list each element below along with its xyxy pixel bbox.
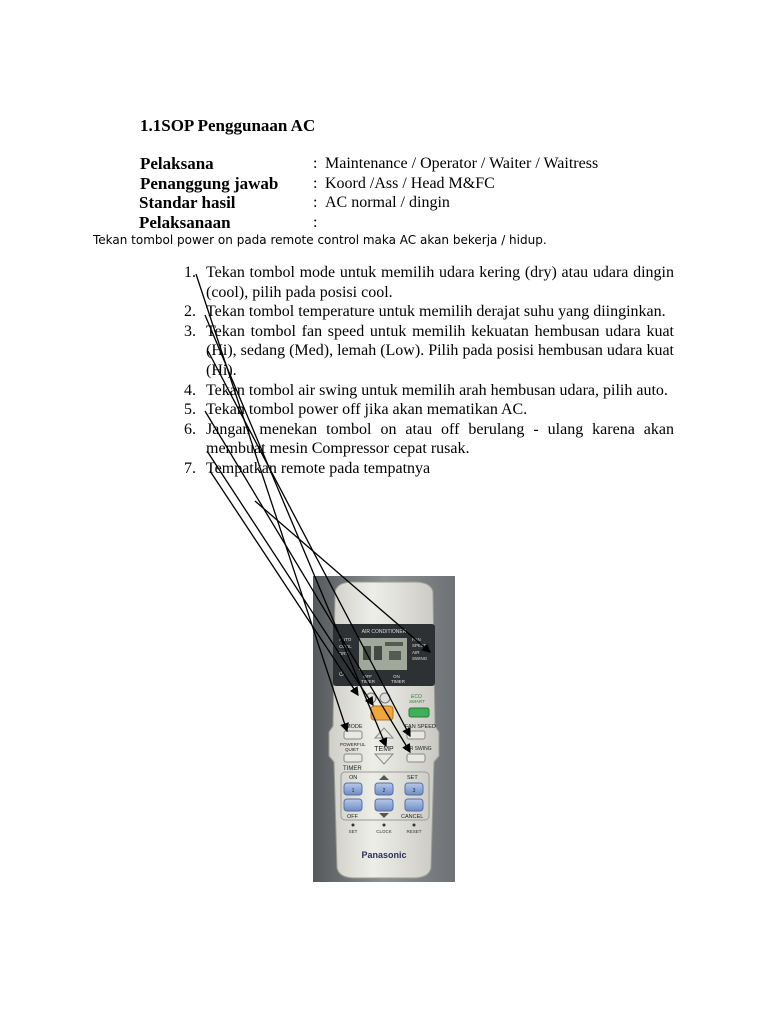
page-title: 1.1SOP Penggunaan AC — [140, 116, 316, 135]
steps-list — [184, 263, 674, 479]
intro-text: Tekan tombol power on pada remote control maka AC akan bekerja / hidup. — [93, 233, 547, 247]
field-colon: : — [313, 155, 318, 172]
timer-down-button[interactable] — [375, 799, 393, 811]
eco-smart-button[interactable] — [409, 708, 429, 717]
powerful-label: POWERFUL — [340, 742, 366, 747]
clock-label: CLOCK — [376, 829, 392, 834]
display-title: AIR CONDITIONER — [361, 629, 407, 635]
list-item — [184, 263, 674, 302]
powerful-quiet-button[interactable] — [344, 754, 362, 762]
field-colon: : — [313, 214, 318, 231]
power-on-button[interactable] — [380, 693, 390, 703]
list-number: 4. — [184, 381, 196, 399]
display-on: ON — [393, 674, 400, 679]
list-text: Tekan tombol power off jika akan mematikan AC. — [206, 401, 528, 419]
list-text: Tekan tombol fan speed untuk memilih kekuatan hembusan udara kuat (Hi), sedang (Med), lemah (Low). Pilih pada posisi hembusan udara kuat (Hi). — [206, 322, 674, 379]
list-item — [184, 302, 674, 322]
list-number: 3. — [184, 322, 196, 340]
button-number: 3 — [412, 788, 416, 794]
reset-pinhole[interactable] — [413, 824, 416, 827]
timer-label: TIMER — [343, 766, 362, 772]
display-off: OFF — [363, 674, 372, 679]
list-number: 2. — [184, 303, 196, 321]
set-pinhole[interactable] — [352, 824, 355, 827]
field-label-pelaksana: Pelaksana — [140, 154, 214, 173]
display-air: AIR — [412, 650, 420, 655]
list-text: Tekan tombol temperature untuk memilih derajat suhu yang diinginkan. — [206, 303, 666, 321]
field-label-pelaksanaan: Pelaksanaan — [139, 213, 231, 232]
brand-logo: Panasonic — [361, 850, 407, 860]
display-cool: COOL — [339, 644, 352, 649]
timer-cancel-button[interactable] — [405, 799, 423, 811]
list-item — [184, 459, 674, 479]
field-label-standar-hasil: Standar hasil — [139, 193, 236, 212]
lcd-digit — [363, 646, 371, 660]
display-timer: TIMER — [391, 679, 405, 684]
list-number: 6. — [184, 420, 196, 438]
field-value-standar-hasil: AC normal / dingin — [325, 194, 450, 211]
mode-label: MODE — [346, 724, 363, 730]
air-swing-button[interactable] — [407, 754, 425, 762]
field-colon: : — [313, 175, 318, 192]
air-swing-label: AIR SWING — [405, 746, 432, 752]
list-item — [184, 322, 674, 381]
lcd-digit — [374, 646, 382, 660]
button-number: 1 — [351, 788, 355, 794]
display-swing: SWING — [412, 656, 428, 661]
mode-button[interactable] — [344, 731, 362, 739]
list-item — [184, 420, 674, 459]
quiet-label: QUIET — [345, 747, 359, 752]
list-text: Tekan tombol mode untuk memilih udara kering (dry) atau udara dingin (cool), pilih pada posisi cool. — [206, 264, 674, 301]
list-item — [184, 381, 674, 401]
timer-off-label: OFF — [347, 814, 358, 820]
list-number: 1. — [184, 264, 196, 281]
field-value-pelaksana: Maintenance / Operator / Waiter / Waitress — [325, 155, 599, 172]
temp-label: TEMP — [374, 746, 394, 753]
smart-label: SMART — [409, 699, 425, 704]
field-colon: : — [313, 194, 318, 211]
fan-speed-label: FAN SPEED — [405, 724, 436, 730]
list-number: 7. — [184, 459, 196, 477]
timer-on-label: ON — [349, 775, 358, 781]
display-speed: SPEED — [412, 643, 428, 648]
power-indicator-icon: ⏻ — [339, 672, 344, 678]
list-text: Jangan menekan tombol on atau off berulang - ulang karena akan membuat mesin Compressor cepat rusak. — [206, 420, 674, 458]
display-auto: AUTO — [339, 637, 352, 642]
timer-set-label: SET — [407, 775, 418, 781]
display-dry: DRY — [339, 651, 349, 656]
remote-control-photo — [313, 576, 455, 882]
display-fan: FAN — [412, 637, 421, 642]
orange-power-button[interactable] — [371, 706, 393, 720]
list-text: Tekan tombol air swing untuk memilih arah hembusan udara, pilih auto. — [206, 381, 668, 399]
list-text: Tempatkan remote pada tempatnya — [206, 459, 431, 477]
lcd-segment — [389, 651, 401, 660]
clock-pinhole[interactable] — [383, 824, 386, 827]
display-timer: TIMER — [361, 679, 375, 684]
set-small-label: SET — [348, 829, 358, 834]
list-item — [184, 400, 674, 420]
timer-cancel-label: CANCEL — [401, 814, 424, 820]
button-number: 2 — [382, 788, 386, 794]
power-off-button[interactable] — [366, 693, 376, 703]
timer-off-button[interactable] — [344, 799, 362, 811]
eco-label: ECO — [411, 694, 422, 700]
lcd-segment — [385, 642, 403, 646]
field-value-penanggung-jawab: Koord /Ass / Head M&FC — [325, 175, 495, 192]
list-number: 5. — [184, 401, 196, 419]
reset-label: RESET — [406, 829, 422, 834]
field-label-penanggung-jawab: Penanggung jawab — [140, 174, 279, 193]
fan-speed-button[interactable] — [407, 731, 425, 739]
